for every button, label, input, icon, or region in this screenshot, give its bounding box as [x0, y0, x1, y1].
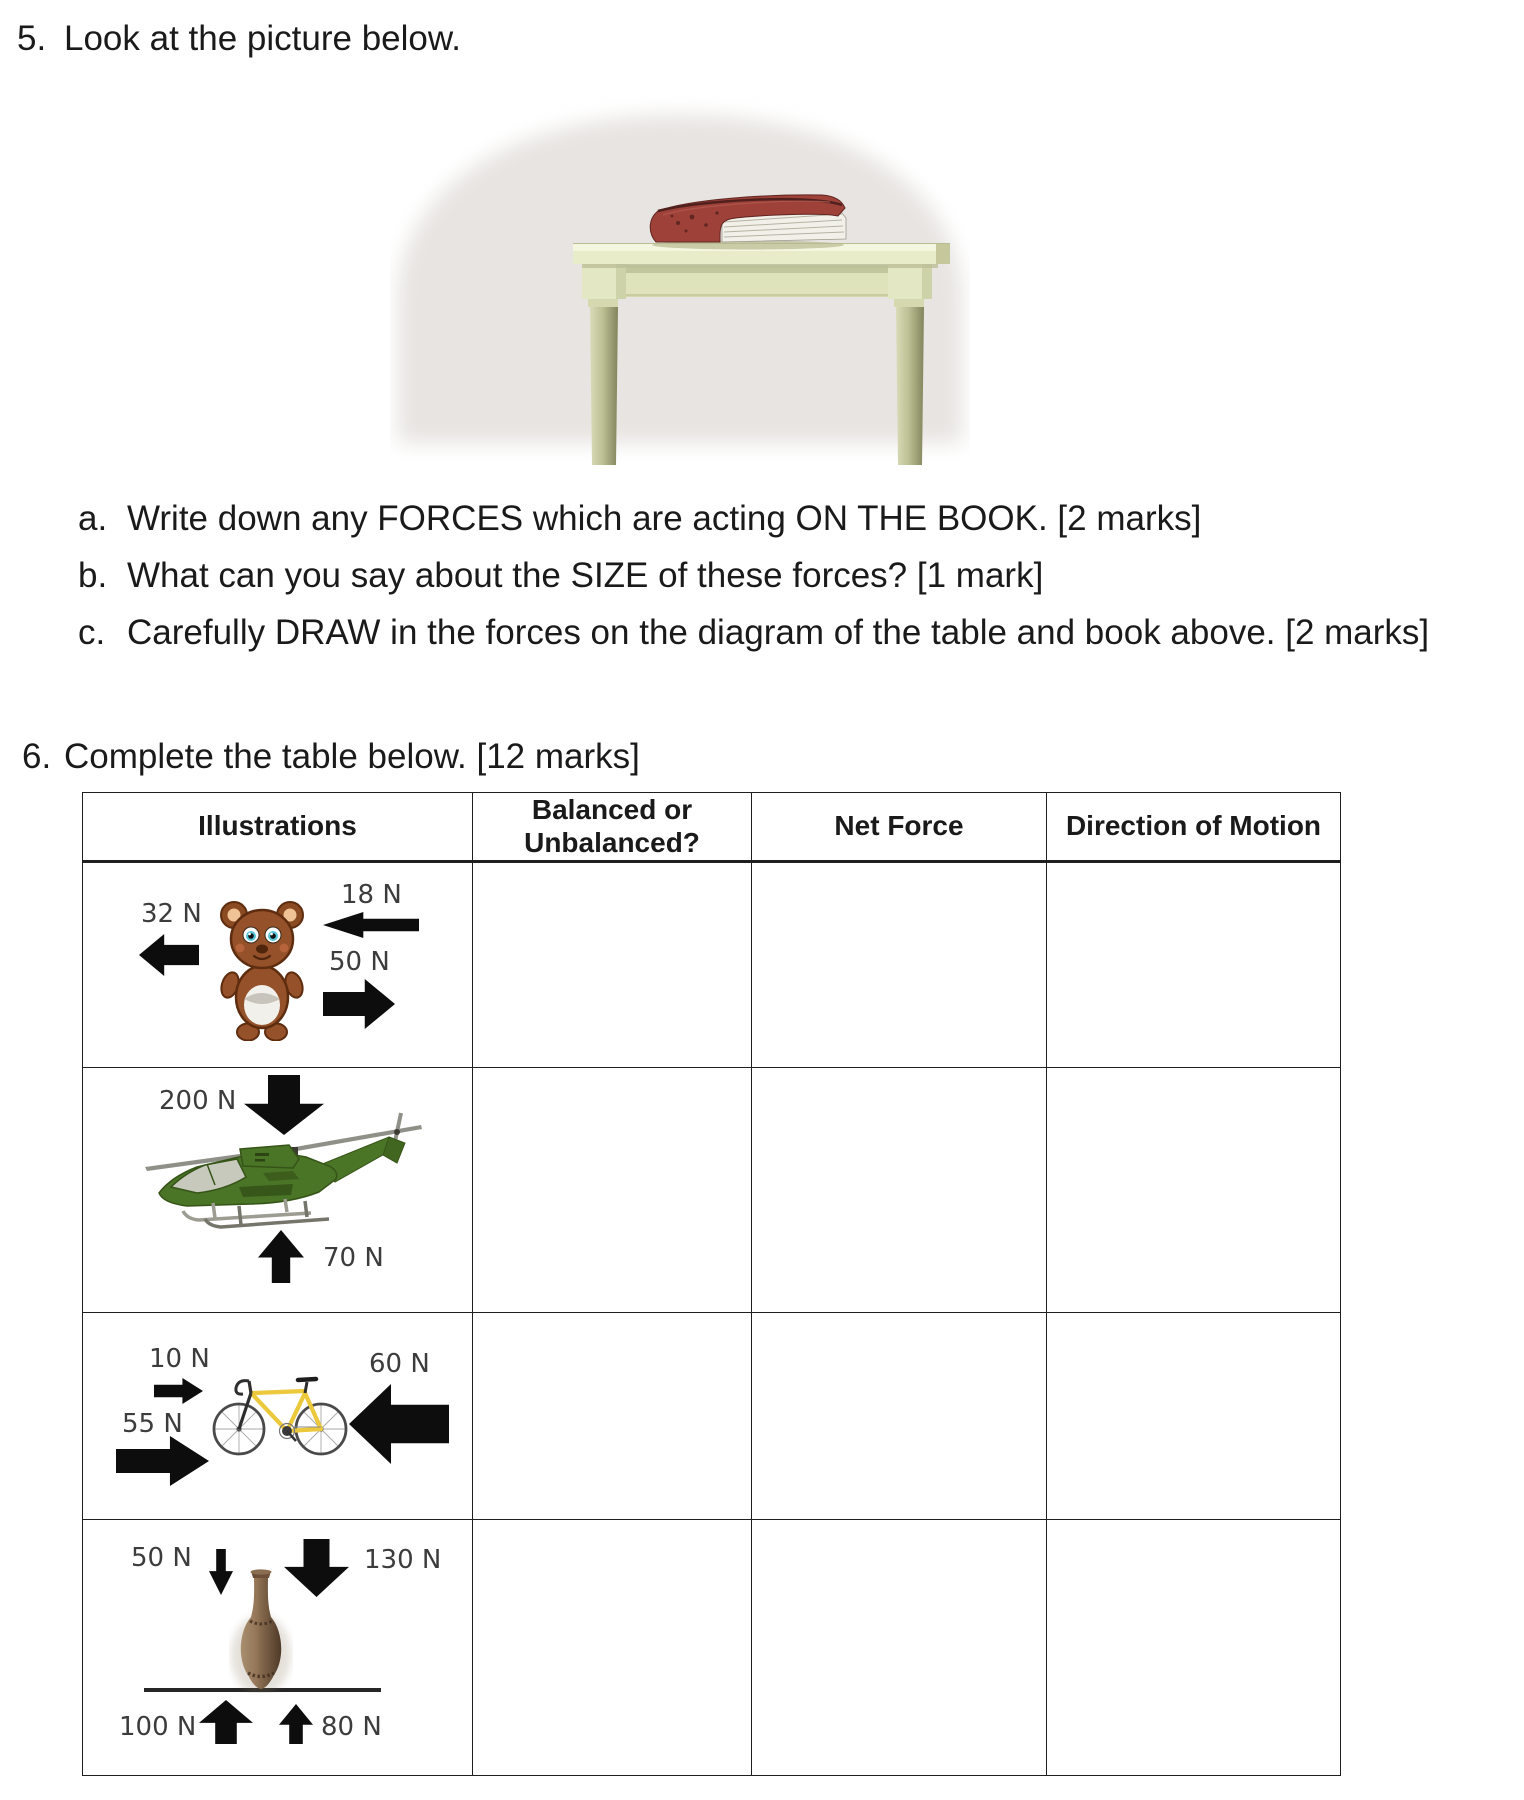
illustration-cell-teddy-bear — [83, 862, 473, 1068]
header-direction-of-motion: Direction of Motion — [1047, 793, 1341, 862]
helicopter-illustration — [143, 1107, 426, 1235]
illustration-cell-bicycle — [83, 1313, 473, 1520]
book-on-table-figure — [390, 95, 970, 467]
answer-cell-net-force — [752, 862, 1047, 1068]
force-arrow-down-icon — [284, 1539, 349, 1597]
bicycle-illustration — [211, 1367, 351, 1459]
force-arrow-right-icon — [116, 1436, 209, 1486]
force-label: 50 N — [329, 947, 390, 977]
table-row — [83, 862, 1341, 1068]
force-label: 32 N — [141, 899, 202, 929]
force-label: 10 N — [149, 1344, 210, 1374]
force-arrow-left-icon — [349, 1384, 449, 1464]
answer-cell-balanced — [473, 1313, 752, 1520]
table-row — [83, 1520, 1341, 1776]
teddy-bear-illustration — [218, 897, 306, 1041]
question-5-prompt: Look at the picture below. — [64, 19, 461, 58]
force-arrow-up-icon — [258, 1230, 304, 1283]
part-c-text: Carefully DRAW in the forces on the diagram of the table and book above. [2 marks] — [127, 613, 1430, 652]
header-illustrations: Illustrations — [83, 793, 473, 862]
answer-cell-direction — [1047, 1520, 1341, 1776]
book-on-table-illustration — [390, 95, 970, 467]
answer-cell-balanced — [473, 1068, 752, 1313]
answer-cell-direction — [1047, 1068, 1341, 1313]
force-arrow-right-icon — [323, 979, 395, 1029]
header-net-force: Net Force — [752, 793, 1047, 862]
table-leg-left — [590, 307, 618, 465]
table-row — [83, 1068, 1341, 1313]
answer-cell-balanced — [473, 862, 752, 1068]
question-6-prompt: Complete the table below. [12 marks] — [64, 737, 640, 776]
answer-cell-net-force — [752, 1520, 1047, 1776]
force-label: 55 N — [122, 1409, 183, 1439]
force-table — [82, 792, 1341, 1776]
force-label: 80 N — [321, 1712, 382, 1742]
header-row — [83, 793, 1341, 862]
force-label: 60 N — [369, 1349, 430, 1379]
force-arrow-up-icon — [199, 1700, 253, 1744]
force-label: 70 N — [323, 1243, 384, 1273]
illustration-cell-helicopter — [83, 1068, 473, 1313]
illustration-cell-vase — [83, 1520, 473, 1776]
part-c-letter: c. — [78, 613, 106, 652]
force-arrow-left-icon — [139, 934, 199, 976]
question-6-number: 6. — [22, 737, 52, 776]
part-a-text: Write down any FORCES which are acting ON THE BOOK. [2 marks] — [127, 499, 1202, 538]
answer-cell-direction — [1047, 862, 1341, 1068]
force-label: 100 N — [119, 1712, 197, 1742]
answer-cell-direction — [1047, 1313, 1341, 1520]
table-leg-right — [896, 307, 924, 465]
answer-cell-net-force — [752, 1313, 1047, 1520]
table-row — [83, 1313, 1341, 1520]
force-label: 200 N — [159, 1086, 237, 1116]
part-b-text: What can you say about the SIZE of these forces? [1 mark] — [127, 556, 1044, 595]
force-arrow-left-icon — [323, 912, 419, 938]
force-label: 18 N — [341, 880, 402, 910]
answer-cell-balanced — [473, 1520, 752, 1776]
part-b-letter: b. — [78, 556, 108, 595]
vase-illustration — [229, 1569, 293, 1693]
header-balanced-unbalanced: Balanced or Unbalanced? — [473, 793, 752, 862]
force-label: 50 N — [131, 1543, 192, 1573]
force-arrow-right-icon — [154, 1378, 203, 1404]
force-arrow-up-icon — [279, 1704, 313, 1744]
part-a-letter: a. — [78, 499, 108, 538]
question-5-number: 5. — [17, 19, 47, 58]
force-label: 130 N — [364, 1545, 442, 1575]
answer-cell-net-force — [752, 1068, 1047, 1313]
